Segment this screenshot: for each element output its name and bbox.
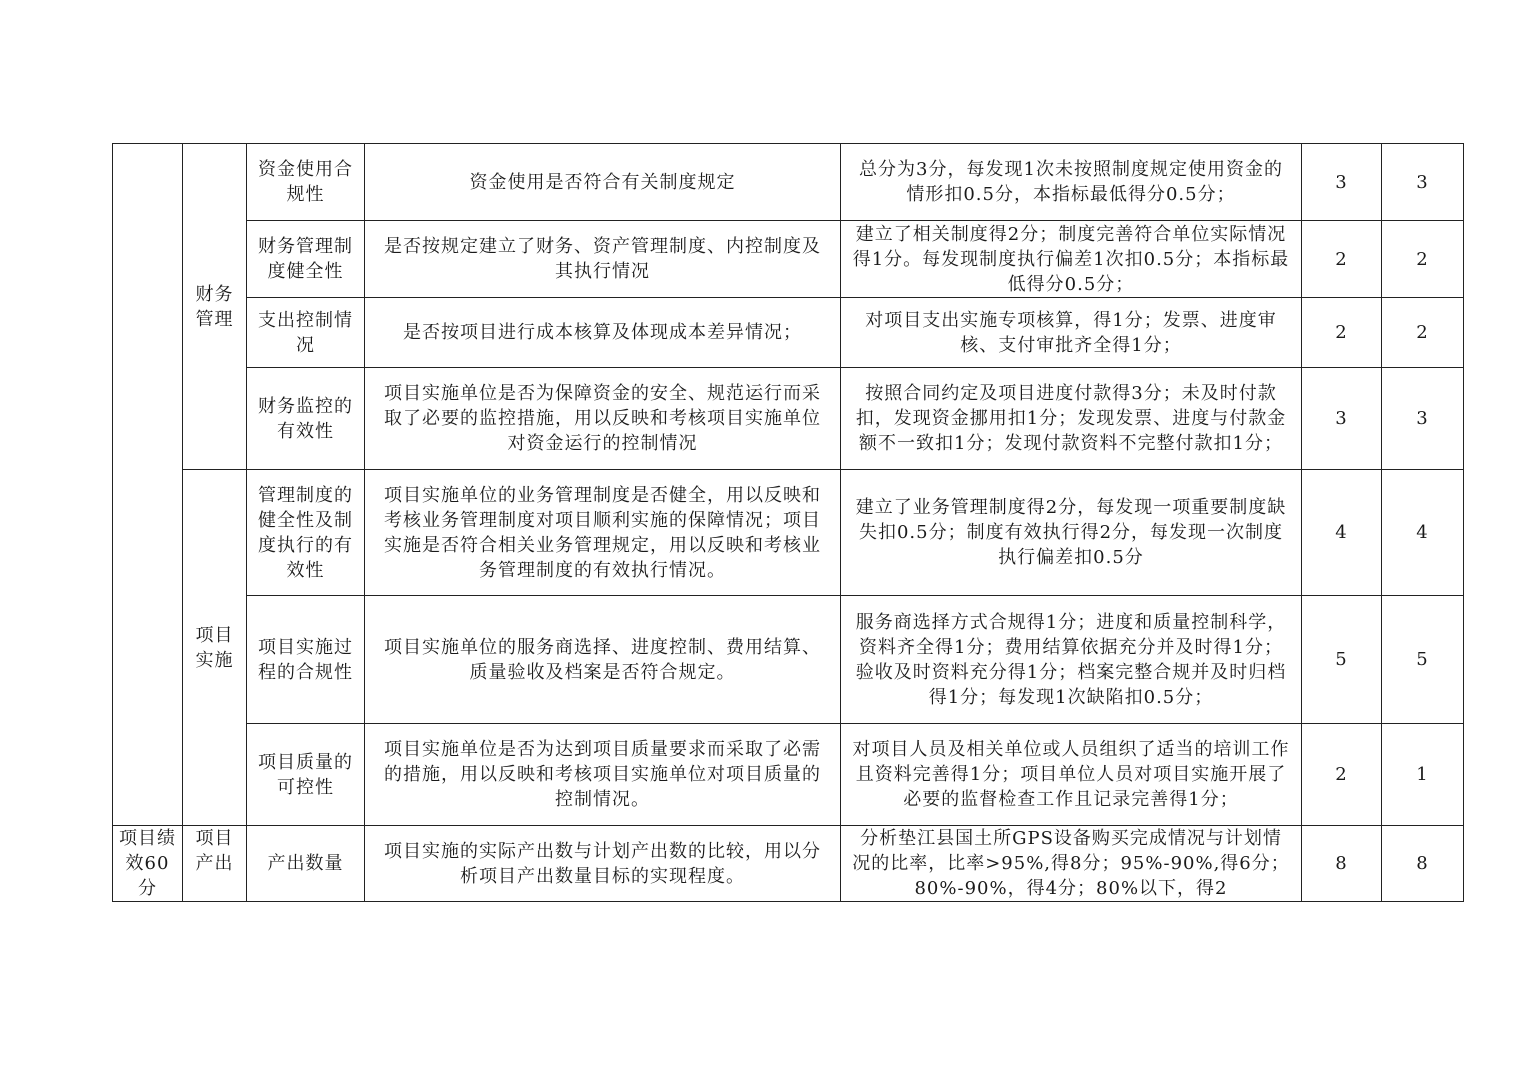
explanation-cell: 项目实施单位是否为保障资金的安全、规范运行而采取了必要的监控措施，用以反映和考核项目实施单位对资金运行的控制情况 <box>365 368 841 470</box>
explanation-cell: 项目实施的实际产出数与计划产出数的比较，用以分析项目产出数量目标的实现程度。 <box>365 826 841 902</box>
table-row <box>113 368 1464 470</box>
criteria-cell: 总分为3分，每发现1次未按照制度规定使用资金的情形扣0.5分，本指标最低得分0.5分； <box>841 144 1302 221</box>
weight-cell: 2 <box>1302 298 1382 368</box>
criteria-cell: 对项目支出实施专项核算，得1分；发票、进度审核、支付审批齐全得1分； <box>841 298 1302 368</box>
table-row <box>113 826 1464 902</box>
indicator-cell: 管理制度的健全性及制度执行的有效性 <box>247 470 365 596</box>
level2-cell <box>183 826 247 902</box>
weight-cell: 3 <box>1302 144 1382 221</box>
criteria-cell: 建立了业务管理制度得2分，每发现一项重要制度缺失扣0.5分；制度有效执行得2分，每发现一次制度执行偏差扣0.5分 <box>841 470 1302 596</box>
level1-cell-empty <box>113 144 183 826</box>
weight-cell: 8 <box>1302 826 1382 902</box>
explanation-cell: 项目实施单位是否为达到项目质量要求而采取了必需的措施，用以反映和考核项目实施单位对项目质量的控制情况。 <box>365 724 841 826</box>
explanation-cell: 是否按规定建立了财务、资产管理制度、内控制度及其执行情况 <box>365 221 841 298</box>
table-row <box>113 221 1464 298</box>
table-row <box>113 596 1464 724</box>
indicator-cell: 产出数量 <box>247 826 365 902</box>
score-cell: 4 <box>1382 470 1464 596</box>
indicator-cell: 支出控制情况 <box>247 298 365 368</box>
weight-cell: 2 <box>1302 221 1382 298</box>
criteria-cell: 建立了相关制度得2分；制度完善符合单位实际情况得1分。每发现制度执行偏差1次扣0.5分；本指标最低得分0.5分； <box>841 221 1302 298</box>
explanation-cell: 是否按项目进行成本核算及体现成本差异情况； <box>365 298 841 368</box>
score-cell: 2 <box>1382 221 1464 298</box>
indicator-cell: 资金使用合规性 <box>247 144 365 221</box>
indicator-cell: 财务管理制度健全性 <box>247 221 365 298</box>
score-cell: 5 <box>1382 596 1464 724</box>
criteria-cell: 对项目人员及相关单位或人员组织了适当的培训工作且资料完善得1分；项目单位人员对项目实施开展了必要的监督检查工作且记录完善得1分； <box>841 724 1302 826</box>
score-cell: 2 <box>1382 298 1464 368</box>
table-row <box>113 470 1464 596</box>
level2-cell: 财务管理 <box>183 144 247 470</box>
score-cell: 3 <box>1382 144 1464 221</box>
level1-cell <box>113 826 183 902</box>
table-row <box>113 298 1464 368</box>
explanation-cell: 项目实施单位的服务商选择、进度控制、费用结算、质量验收及档案是否符合规定。 <box>365 596 841 724</box>
indicator-cell: 项目实施过程的合规性 <box>247 596 365 724</box>
score-cell: 8 <box>1382 826 1464 902</box>
criteria-cell: 按照合同约定及项目进度付款得3分；未及时付款扣，发现资金挪用扣1分；发现发票、进度与付款金额不一致扣1分；发现付款资料不完整付款扣1分； <box>841 368 1302 470</box>
level1-label: 项目绩效60分 <box>119 828 176 899</box>
weight-cell: 3 <box>1302 368 1382 470</box>
indicator-cell: 财务监控的有效性 <box>247 368 365 470</box>
table-row <box>113 724 1464 826</box>
indicator-cell: 项目质量的可控性 <box>247 724 365 826</box>
explanation-cell: 资金使用是否符合有关制度规定 <box>365 144 841 221</box>
weight-cell: 5 <box>1302 596 1382 724</box>
table-row <box>113 144 1464 221</box>
level2-label: 项目产出 <box>195 828 234 874</box>
criteria-cell <box>841 826 1302 902</box>
criteria-text: 分析垫江县国土所GPS设备购买完成情况与计划情况的比率，比率>95%,得8分；95%-90%,得6分；80%-90%，得4分；80%以下，得2 <box>852 828 1290 899</box>
score-cell: 3 <box>1382 368 1464 470</box>
weight-cell: 4 <box>1302 470 1382 596</box>
evaluation-table <box>112 143 1464 902</box>
score-cell: 1 <box>1382 724 1464 826</box>
criteria-cell: 服务商选择方式合规得1分；进度和质量控制科学，资料齐全得1分；费用结算依据充分并及时得1分；验收及时资料充分得1分；档案完整合规并及时归档得1分；每发现1次缺陷扣0.5分； <box>841 596 1302 724</box>
weight-cell: 2 <box>1302 724 1382 826</box>
explanation-cell: 项目实施单位的业务管理制度是否健全，用以反映和考核业务管理制度对项目顺利实施的保障情况；项目实施是否符合相关业务管理规定，用以反映和考核业务管理制度的有效执行情况。 <box>365 470 841 596</box>
level2-cell: 项目实施 <box>183 470 247 826</box>
